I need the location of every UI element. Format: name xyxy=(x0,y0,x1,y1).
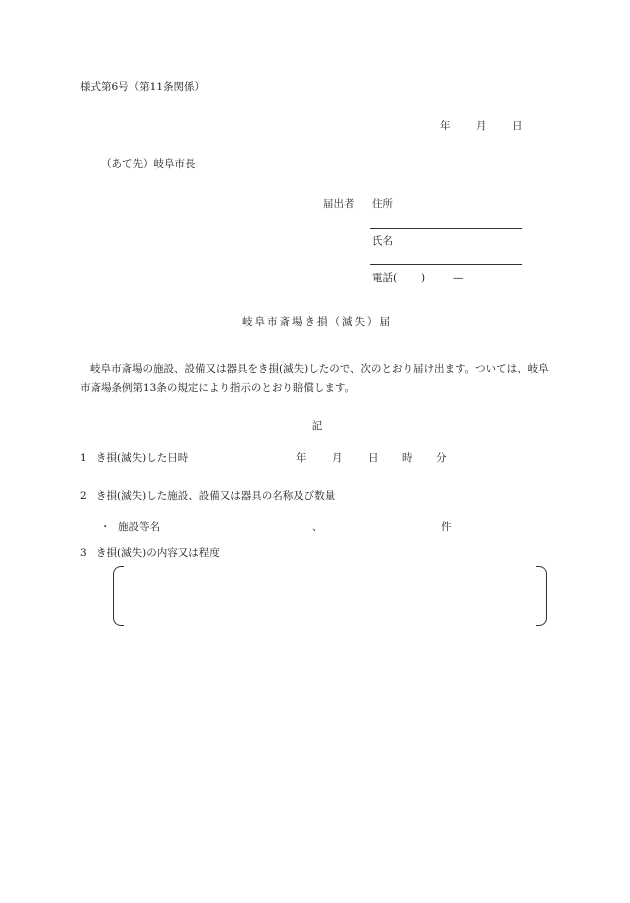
item-1-text: き損(滅失)した日時 xyxy=(96,452,189,464)
body-paragraph: 岐阜市斎場の施設、設備又は器具をき損(滅失)したので、次のとおり届け出ます。ついては、岐阜市斎場条例第13条の規定により指示のとおり賠償します。 xyxy=(80,363,549,394)
item-1-hour-label: 時 xyxy=(402,452,413,464)
form-number: 様式第6号（第11条関係） xyxy=(80,81,206,93)
facility-bullet: ・ xyxy=(100,521,111,533)
item-1-number: 1 xyxy=(80,452,87,464)
item-3-number: 3 xyxy=(80,547,87,559)
facility-unit-label: 件 xyxy=(441,521,452,533)
name-line xyxy=(370,264,522,265)
item-1-year-label: 年 xyxy=(296,452,307,464)
applicant-label: 届出者 xyxy=(323,198,355,210)
document-title: 岐阜市斎場き損（滅失）届 xyxy=(242,316,392,328)
detail-bracket-right xyxy=(536,566,547,626)
facility-separator: 、 xyxy=(312,521,323,533)
item-2-text: き損(滅失)した施設、設備又は器具の名称及び数量 xyxy=(96,490,336,502)
ki-heading: 記 xyxy=(311,420,323,432)
detail-bracket-left xyxy=(113,566,124,626)
date-day-label: 日 xyxy=(512,120,523,132)
item-1-minute-label: 分 xyxy=(436,452,447,464)
item-1-day-label: 日 xyxy=(368,452,379,464)
addressee: （あて先）岐阜市長 xyxy=(101,158,196,170)
facility-name-label: 施設等名 xyxy=(118,521,160,533)
name-label: 氏名 xyxy=(372,235,393,247)
item-1-month-label: 月 xyxy=(332,452,343,464)
item-2-number: 2 xyxy=(80,490,87,502)
date-month-label: 月 xyxy=(476,120,487,132)
date-year-label: 年 xyxy=(440,120,451,132)
address-line xyxy=(370,228,522,229)
phone-dash: — xyxy=(453,272,464,284)
phone-label: 電話( xyxy=(372,272,398,284)
phone-paren-close: ) xyxy=(421,272,426,284)
item-3-text: き損(滅失)の内容又は程度 xyxy=(96,547,220,559)
address-label: 住所 xyxy=(372,198,393,210)
